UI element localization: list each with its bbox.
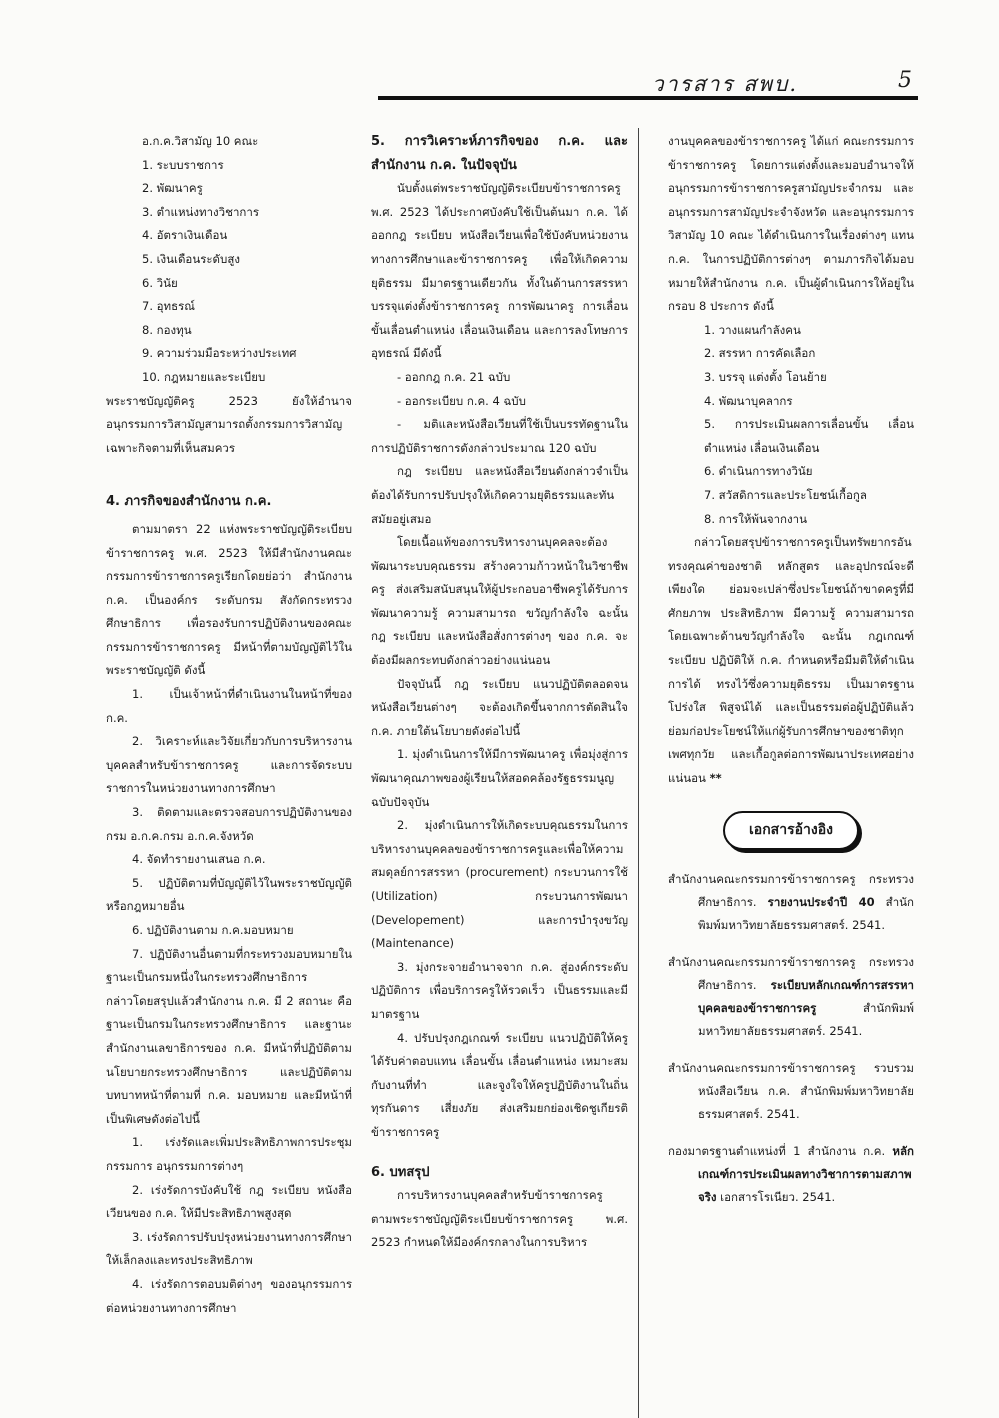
paragraph: กฎ ระเบียบ และหนังสือเวียนดังกล่าวจำเป็นต้องได้รับการปรับปรุงให้เกิดความยุติธรรมและทันสมัยอยู่เสมอ [371,464,628,526]
references-badge-wrap [668,811,914,851]
conclusion-text: กล่าวโดยสรุปข้าราชการครูเป็นทรัพยากรอันทรงคุณค่าของชาติ หลักสูตร และอุปกรณ์จะดีเพียงใด ย่อมจะเปล่าซึ่งประโยชน์ถ้าขาดครูที่มีศักยภาพ ประสิทธิภาพ มีความรู้ ความสามารถ โดยเฉพาะด้านขวัญกำลังใจ ฉะนั้น กฎเกณฑ์ ระเบียบ ปฏิบัติให้ ก.ค. กำหนดหรือมีมติให้ดำเนินการได้ ทรงไว้ซึ่งความยุติธรรม เป็นมาตรฐาน โปร่งใส พิสูจน์ได้ และเป็นธรรมต่อผู้ปฏิบัติแล้ว ย่อมก่อประโยชน์ให้แก่ผู้รับการศึกษาของชาติทุกเพศทุกวัย และเกื้อกูลต่อการพัฒนาประเทศอย่างแน่นอน [668,535,914,786]
list-item: 10. กฎหมายและระเบียบ [142,369,266,384]
section-heading: 6. บทสรุป [371,1164,430,1180]
list-item: 1. ระบบราชการ [142,157,224,172]
column-left [106,130,352,1400]
list-item: - มติและหนังสือเวียนที่ใช้เป็นบรรทัดฐานในการปฏิบัติราชการดังกล่าวประมาณ 120 ฉบับ [371,417,628,455]
list-item: 6. วินัย [142,275,178,290]
list-item: 4. จัดทำรายงานเสนอ ก.ค. [132,852,266,867]
reference-text: สำนักพิมพ์มหาวิทยาลัยธรรมศาสตร์. 2541. [698,895,914,933]
paragraph: นับตั้งแต่พระราชบัญญัติระเบียบข้าราชการครู พ.ศ. 2523 ได้ประกาศบังคับใช้เป็นต้นมา ก.ค. ได้ออกกฎ ระเบียบ หนังสือเวียนเพื่อใช้บังคับหน่วยงานทางการศึกษาและข้าราชการครู เพื่อให้เกิดความยุติธรรม มีมาตรฐานเดียวกัน ทั้งในด้านการสรรหา บรรจุแต่งตั้งข้าราชการครู การพัฒนาครู การเลื่อนขั้นเลื่อนตำแหน่ง เลื่อนเงินเดือน และการลงโทษการอุทธรณ์ มีดังนี้ [371,181,628,361]
section-heading: 5. การวิเคราะห์ภารกิจของ ก.ค. และสำนักงาน ก.ค. ในปัจจุบัน [371,134,628,173]
reference-title: หลักเกณฑ์การประเมินผลทางวิชาการตามสภาพจริง [698,1144,914,1205]
committees-intro: อ.ก.ค.วิสามัญ 10 คณะ [142,134,259,148]
list-item: 1. มุ่งดำเนินการให้มีการพัฒนาครู เพื่อมุ่งสู่การพัฒนาคุณภาพของผู้เรียนให้สอดคล้องรัฐธรรมนูญฉบับปัจจุบัน [371,747,628,809]
committee-list [106,154,352,390]
reference-item [668,1057,914,1126]
reference-text: เอกสารโรเนียว. 2541. [716,1190,836,1205]
reference-item [668,1140,914,1209]
page-header [378,66,918,100]
list-item: 1. วางแผนกำลังคน [704,322,801,337]
list-item: 3. ตำแหน่งทางวิชาการ [142,204,259,219]
list-item: 9. ความร่วมมือระหว่างประเทศ [142,346,297,361]
list-item: 3. มุ่งกระจายอำนาจจาก ก.ค. สู่องค์กรระดับปฏิบัติการ เพื่อบริการครูให้รวดเร็ว เป็นธรรมและมีมาตรฐาน [371,959,628,1021]
list-item: 8. กองทุน [142,322,192,337]
header-rule [378,96,918,100]
reference-text: สำนักงานคณะกรรมการข้าราชการครู กระทรวงศึกษาธิการ. [668,872,914,910]
list-item: 6. ปฏิบัติงานตาม ก.ค.มอบหมาย [132,923,294,937]
list-item: 2. วิเคราะห์และวิจัยเกี่ยวกับการบริหารงานบุคคลสำหรับข้าราชการครู และการจัดระบบราชการในหน่วยงานทางการศึกษา [106,734,352,796]
list-item: 4. อัตราเงินเดือน [142,228,228,243]
list-item: 2. สรรหา การคัดเลือก [704,346,816,361]
paragraph [668,531,914,791]
list-item: 7. สวัสดิการและประโยชน์เกื้อกูล [704,487,867,502]
list-item: 2. พัฒนาครู [142,181,203,196]
reference-title: ระเบียบหลักเกณฑ์การสรรหาบุคคลของข้าราชการครู [698,978,914,1016]
list-item: 6. ดำเนินการทางวินัย [704,464,813,479]
list-item: 3. บรรจุ แต่งตั้ง โอนย้าย [704,369,827,384]
list-item: 8. การให้พ้นจากงาน [704,511,807,526]
list-item: 1. เป็นเจ้าหน้าที่ดำเนินงานในหน้าที่ของ ก.ค. [106,687,352,725]
list-item: - ออกกฎ ก.ค. 21 ฉบับ [397,369,511,384]
references-badge: เอกสารอ้างอิง [723,811,859,851]
list-item: 5. เงินเดือนระดับสูง [142,251,240,266]
reference-text: สำนักงานคณะกรรมการข้าราชการครู กระทรวงศึกษาธิการ. [668,955,914,993]
list-item: 4. พัฒนาบุคลากร [704,393,793,408]
list-item: 4. ปรับปรุงกฎเกณฑ์ ระเบียบ แนวปฏิบัติให้ครูได้รับค่าตอบแทน เลื่อนขั้น เลื่อนตำแหน่ง เหมาะสมกับงานที่ทำ และจูงใจให้ครูปฏิบัติงานในถิ่นทุรกันดาร เสี่ยงภัย ส่งเสริมยกย่องเชิดชูเกียรติข้าราชการครู [371,1030,628,1139]
column-right [668,130,914,1400]
paragraph: ปัจจุบันนี้ กฎ ระเบียบ แนวปฏิบัติตลอดจนหนังสือเวียนต่างๆ จะต้องเกิดขึ้นจากการตัดสินใจ ก.ค. ภายใต้นโยบายดังต่อไปนี้ [371,676,628,738]
list-item: 5. การประเมินผลการเลื่อนขั้น เลื่อนตำแหน่ง เลื่อนเงินเดือน [704,417,914,455]
page-number: 5 [898,68,912,93]
paragraph: ตามมาตรา 22 แห่งพระราชบัญญัติระเบียบข้าราชการครู พ.ศ. 2523 ให้มีสำนักงานคณะกรรมการข้าราชการครูเรียกโดยย่อว่า สำนักงาน ก.ค. เป็นองค์กร ระดับกรม สังกัดกระทรวงศึกษาธิการ เพื่อรองรับการปฏิบัติงานของคณะกรรมการข้าราชการครู มีหน้าที่ตามบัญญัติไว้ในพระราชบัญญัติ ดังนี้ [106,521,352,678]
reference-text: สำนักงานคณะกรรมการข้าราชการครู รวบรวมหนังสือเวียน ก.ค. สำนักพิมพ์มหาวิทยาลัยธรรมศาสตร์. 2541. [668,1061,914,1122]
paragraph: พระราชบัญญัติครู 2523 ยังให้อำนาจอนุกรรมการวิสามัญสามารถตั้งกรรมการวิสามัญเฉพาะกิจตามที่เห็นสมควร [106,393,352,455]
list-item: 7. ปฏิบัติงานอื่นตามที่กระทรวงมอบหมายในฐานะเป็นกรมหนึ่งในกระทรวงศึกษาธิการ [106,946,352,985]
reference-text: สำนักพิมพ์มหาวิทยาลัยธรรมศาสตร์. 2541. [698,1001,914,1039]
list-item: 2. เร่งรัดการบังคับใช้ กฎ ระเบียบ หนังสือเวียนของ ก.ค. ให้มีประสิทธิภาพสูงสุด [106,1182,352,1221]
journal-title: วารสาร สพบ. [651,72,798,96]
paragraph: กล่าวโดยสรุปแล้วสำนักงาน ก.ค. มี 2 สถานะ คือ ฐานะเป็นกรมในกระทรวงศึกษาธิการ และฐานะสำนักงานเลขาธิการของ ก.ค. มีหน้าที่ปฏิบัติตามนโยบายกระทรวงศึกษาธิการ และปฏิบัติตามบทบาทหน้าที่ตามที่ ก.ค. มอบหมาย และมีหน้าที่เป็นพิเศษดังต่อไปนี้ [106,993,352,1126]
paragraph: การบริหารงานบุคคลสำหรับข้าราชการครูตามพระราชบัญญัติระเบียบข้าราชการครู พ.ศ. 2523 กำหนดให้มีองค์กรกลางในการบริหาร [371,1188,628,1250]
list-item: 7. อุทธรณ์ [142,299,195,314]
list-item: 3. เร่งรัดการปรับปรุงหน่วยงานทางการศึกษาให้เล็กลงและทรงประสิทธิภาพ [106,1229,352,1268]
list-item: 5. ปฏิบัติตามที่บัญญัติไว้ในพระราชบัญญัติหรือกฎหมายอื่น [106,875,352,914]
reference-text: กองมาตรฐานตำแหน่งที่ 1 สำนักงาน ก.ค. [668,1144,893,1159]
end-mark: ** [709,771,722,786]
list-item: 4. เร่งรัดการตอบมติต่างๆ ของอนุกรรมการต่อหน่วยงานทางการศึกษา [106,1276,352,1315]
list-item: 3. ติดตามและตรวจสอบการปฏิบัติงานของกรม อ.ก.ค.กรม อ.ก.ค.จังหวัด [106,805,352,843]
reference-item [668,951,914,1043]
scope-list [668,319,914,531]
section-heading: 4. ภารกิจของสำนักงาน ก.ค. [106,494,272,510]
column-divider [638,128,639,1418]
column-middle [371,130,628,1400]
reference-item [668,868,914,937]
paragraph: โดยเนื้อแท้ของการบริหารงานบุคคลจะต้องพัฒนาระบบคุณธรรม สร้างความก้าวหน้าในวิชาชีพครู ส่งเสริมสนับสนุนให้ผู้ประกอบอาชีพครูได้รับการพัฒนาความรู้ ความสามารถ ขวัญกำลังใจ ฉะนั้น กฎ ระเบียบ และหนังสือสั่งการต่างๆ ของ ก.ค. จะต้องมีผลกระทบดังกล่าวอย่างแน่นอน [371,535,628,668]
reference-title: รายงานประจำปี 40 [767,895,875,910]
list-item: 2. มุ่งดำเนินการให้เกิดระบบคุณธรรมในการบริหารงานบุคคลของข้าราชการครูและเพื่อให้ความสมดุลย์การสรรหา (procurement) กระบวนการใช้ (Utilization) กระบวนการพัฒนา (Developement) และการบำรุงขวัญ (Maintenance) [371,818,628,951]
paragraph: งานบุคคลของข้าราชการครู ได้แก่ คณะกรรมการข้าราชการครู โดยการแต่งตั้งและมอบอำนาจให้อนุกรรมการข้าราชการครูสามัญประจำกรม และอนุกรรมการสามัญประจำจังหวัด และอนุกรรมการวิสามัญ 10 คณะ ได้ดำเนินการในเรื่องต่างๆ แทน ก.ค. ในการปฏิบัติการต่างๆ ตามภารกิจได้มอบหมายให้สำนักงาน ก.ค. เป็นผู้ดำเนินการให้อยู่ในกรอบ 8 ประการ ดังนี้ [668,134,914,314]
list-item: 1. เร่งรัดและเพิ่มประสิทธิภาพการประชุมกรรมการ อนุกรรมการต่างๆ [106,1135,352,1173]
list-item: - ออกระเบียบ ก.ค. 4 ฉบับ [397,393,526,408]
